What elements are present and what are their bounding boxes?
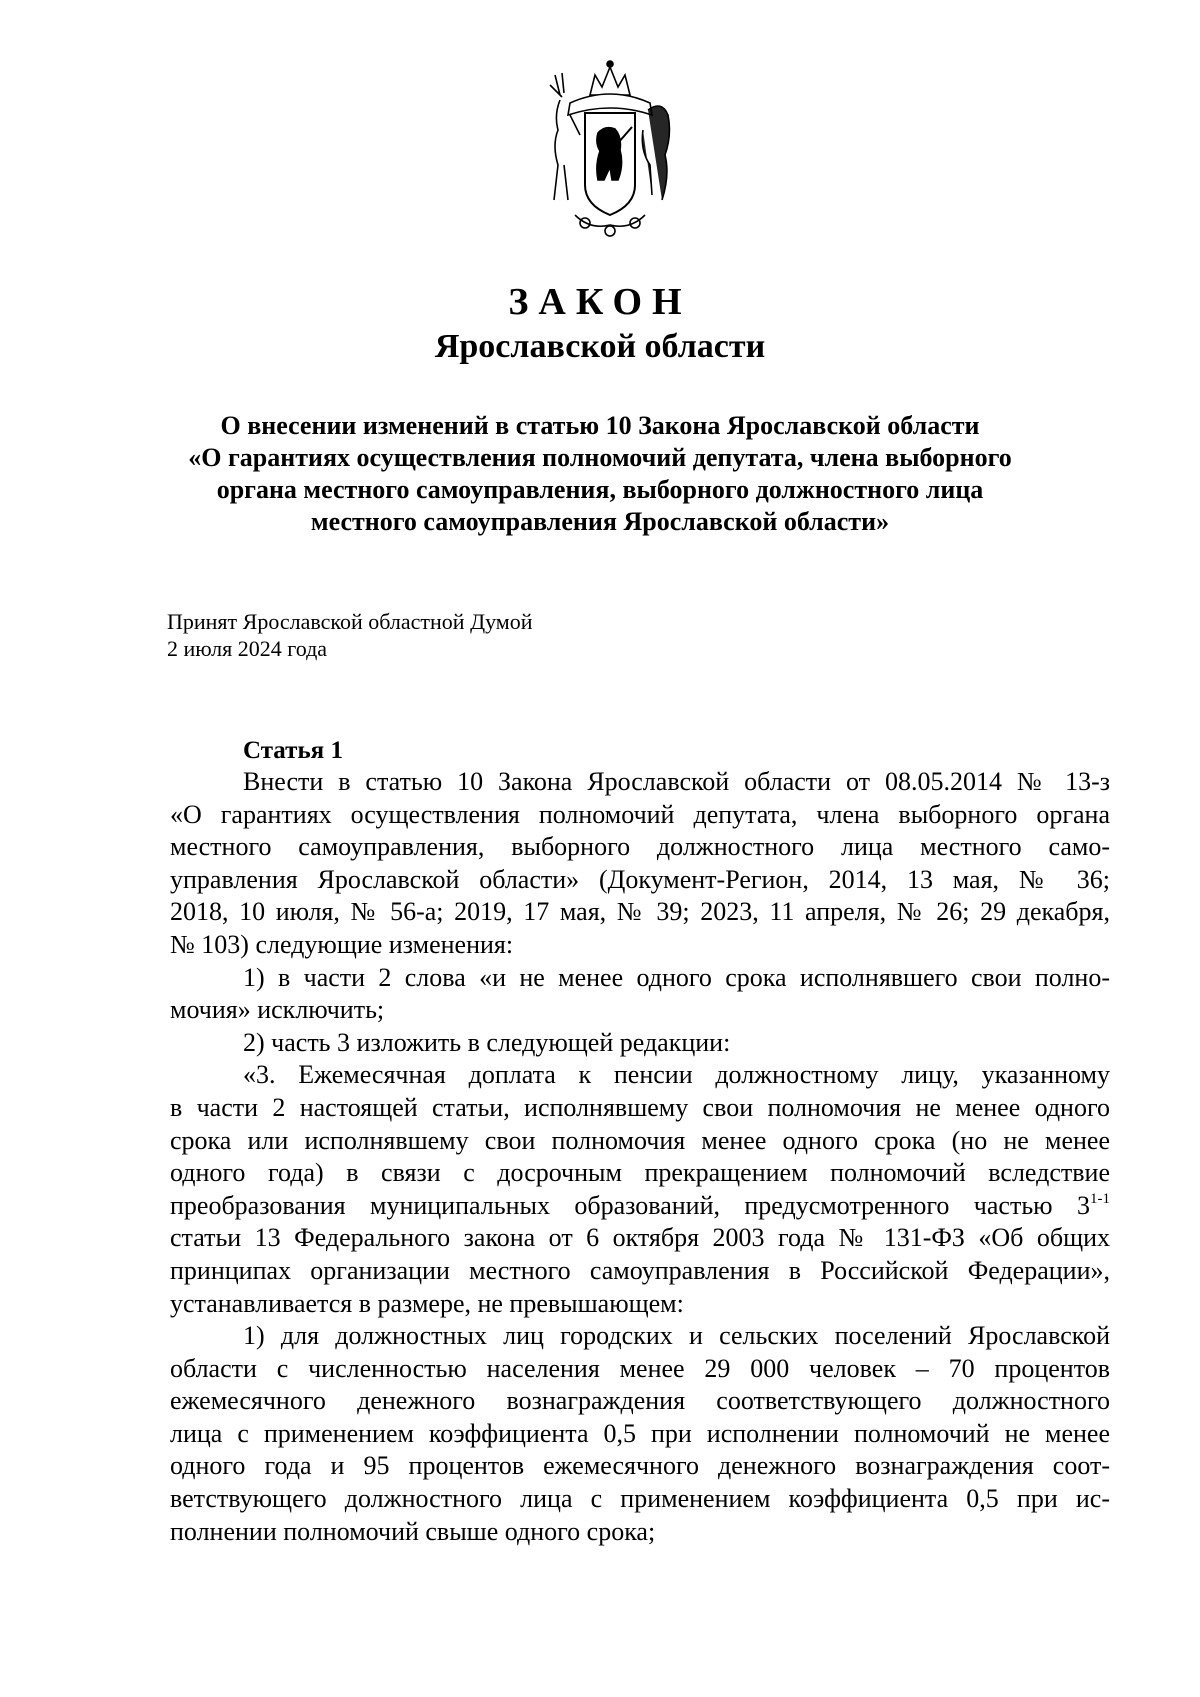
law-title-line: органа местного самоуправления, выборного должностного лица	[216, 475, 984, 504]
text-line: одного года и 95 процентов ежемесячного денежного вознаграждения соот-	[170, 1451, 1110, 1481]
law-title-line: местного самоуправления Ярославской области»	[310, 507, 890, 536]
coat-of-arms-emblem	[540, 55, 680, 240]
text-line: 2) часть 3 изложить в следующей редакции:	[243, 1027, 731, 1057]
text-line: Внести в статью 10 Закона Ярославской области от 08.05.2014 № 13-з	[243, 767, 1110, 796]
text-line: устанавливается в размере, не превышающем:	[170, 1288, 684, 1318]
document-subtitle: Ярославской области	[434, 328, 766, 365]
text-line: № 103) следующие изменения:	[170, 929, 514, 959]
document-title: ЗАКОН	[508, 281, 692, 323]
text-line: принципах организации местного самоуправления в Российской Федерации»,	[170, 1255, 1110, 1285]
text-line-part: преобразования муниципальных образований, предусмотренного частью 3	[170, 1190, 1090, 1220]
superscript-index: 1-1	[1090, 1190, 1110, 1207]
text-line: одного года) в связи с досрочным прекращением полномочий вследствие	[170, 1158, 1110, 1188]
adoption-note	[167, 608, 533, 662]
text-line: срока или исполнявшему свои полномочия менее одного срока (но не менее	[170, 1125, 1110, 1155]
adoption-date: 2 июля 2024 года	[167, 636, 328, 661]
text-line-with-superscript	[170, 1190, 1110, 1223]
text-line: «О гарантиях осуществления полномочий депутата, члена выборного органа	[170, 799, 1110, 829]
text-line: лица с применением коэффициента 0,5 при исполнении полномочий не менее	[170, 1418, 1110, 1448]
law-title-line: О внесении изменений в статью 10 Закона Ярославской области	[220, 411, 980, 440]
text-line: области с численностью населения менее 29 000 человек – 70 процентов	[170, 1353, 1110, 1383]
text-line: статьи 13 Федерального закона от 6 октября 2003 года № 131-ФЗ «Об общих	[170, 1223, 1110, 1253]
law-title	[150, 410, 1050, 538]
article-heading: Статья 1	[243, 737, 343, 764]
text-line: мочия» исключить;	[170, 995, 385, 1025]
law-title-line: «О гарантиях осуществления полномочий депутата, члена выборного	[188, 443, 1012, 472]
text-line: местного самоуправления, выборного должностного лица местного само-	[170, 832, 1110, 862]
adoption-body: Принят Ярославской областной Думой	[167, 609, 533, 634]
article-body	[170, 766, 1110, 1548]
text-line: управления Ярославской области» (Документ-Регион, 2014, 13 мая, № 36;	[170, 864, 1110, 894]
text-line: в части 2 настоящей статьи, исполнявшему свои полномочия не менее одного	[170, 1092, 1110, 1122]
text-line: 1) для должностных лиц городских и сельских поселений Ярославской	[243, 1321, 1110, 1351]
text-line: полнении полномочий свыше одного срока;	[170, 1516, 656, 1546]
text-line: «3. Ежемесячная доплата к пенсии должностному лицу, указанному	[243, 1060, 1110, 1090]
text-line: 2018, 10 июля, № 56-а; 2019, 17 мая, № 39; 2023, 11 апреля, № 26; 29 декабря,	[170, 897, 1110, 927]
text-line: ветствующего должностного лица с применением коэффициента 0,5 при ис-	[170, 1484, 1110, 1514]
text-line: 1) в части 2 слова «и не менее одного срока исполнявшего свои полно-	[243, 962, 1110, 992]
text-line: ежемесячного денежного вознаграждения соответствующего должностного	[170, 1386, 1110, 1416]
